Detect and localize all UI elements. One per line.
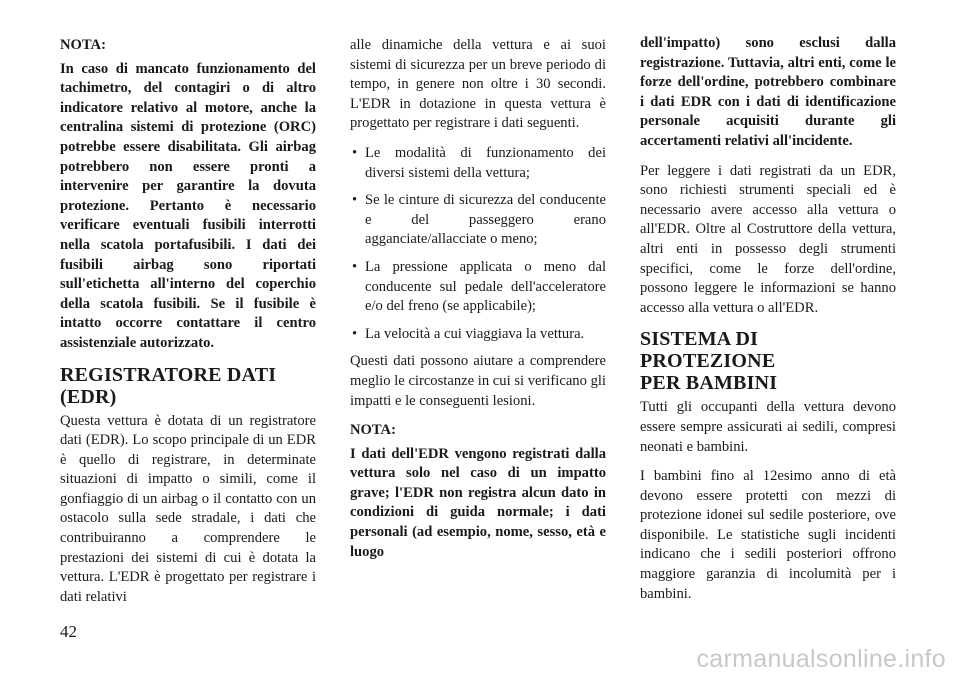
section-heading-edr	[60, 364, 316, 408]
list-item: • Se le cinture di sicurezza del conducente e del passeggero erano agganciate/allacciate o meno;	[350, 191, 606, 250]
section-heading-child-protection	[640, 328, 896, 394]
body-paragraph: Per leggere i dati registrati da un EDR, sono richiesti strumenti speciali ed è necessario avere accesso alla vettura o all'EDR. Oltre al Costruttore della vettura, altri enti in possesso degli strumenti specifici, come le forze dell'ordine, possono leggere le informazioni se hanno accesso alla vettura o all'EDR.	[640, 162, 896, 316]
heading-line: REGISTRATORE DATI	[60, 363, 277, 386]
note-label: NOTA:	[60, 37, 106, 53]
note-text: I dati dell'EDR vengono registrati dalla vettura solo nel caso di un impatto grave; l'EDR non registra alcun dato in condizioni di guida normale; i dati personali (ad esempio, nome, sesso, età e luogo	[350, 445, 606, 560]
bullet-list	[350, 144, 606, 344]
heading-line: PER BAMBINI	[640, 372, 778, 395]
list-item: • Le modalità di funzionamento dei diversi sistemi della vettura;	[350, 144, 606, 183]
body-paragraph: Questa vettura è dotata di un registratore dati (EDR). Lo scopo principale di un EDR è quello di registrare, in determinate situazioni di impatto o simili, come il gonfiaggio di un airbag o il contatto con un ostacolo sulla sede stradale, i dati che contribuiranno a comprendere le prestazioni dei sistemi di cui è dotata la vettura. L'EDR è progettato per registrare i dati relativi	[60, 412, 316, 605]
list-item: • La velocità a cui viaggiava la vettura.	[350, 325, 606, 345]
body-paragraph: alle dinamiche della vettura e ai suoi sistemi di sicurezza per un breve periodo di tempo, in genere non oltre i 30 secondi. L'EDR in dotazione in questa vettura è progettato per registrare i dati seguenti.	[350, 37, 606, 132]
note-text: dell'impatto) sono esclusi dalla registrazione. Tuttavia, altri enti, come le forze dell'ordine, potrebbero combinare i dati EDR con i dati di identificazione personale acquisiti durante gli accertamenti relativi all'incidente.	[640, 35, 896, 149]
column-right	[640, 34, 896, 614]
note-label: NOTA:	[350, 422, 396, 439]
list-item: • La pressione applicata o meno dal conducente sul pedale dell'acceleratore e/o del freno (se applicabile);	[350, 258, 606, 317]
page-number: 42	[60, 622, 77, 641]
column-middle	[350, 36, 606, 572]
note-text: In caso di mancato funzionamento del tachimetro, del contagiri o di altro indicatore relativo al motore, anche la centralina sistemi di protezione (ORC) potrebbe essere disabilitata. Gli airbag potrebbero non essere pronti a intervenire per garantire la dovuta protezione. Pertanto è necessario verificare eventuali fusibili interrotti nella scatola portafusibili. I dati dei fusibili airbag sono riportati sull'etichetta all'interno del coperchio della scatola fusibili. Se il fusibile è intatto occorre contattare il centro assistenziale autorizzato.	[60, 60, 316, 351]
body-paragraph: Questi dati possono aiutare a comprendere meglio le circostanze in cui si verificano gli impatti e le conseguenti lesioni.	[350, 353, 606, 409]
watermark: carmanualsonline.info	[696, 645, 946, 673]
heading-line: SISTEMA DI PROTEZIONE	[640, 328, 776, 373]
body-paragraph: Tutti gli occupanti della vettura devono essere sempre assicurati ai sedili, compresi neonati e bambini.	[640, 399, 896, 455]
body-paragraph: I bambini fino al 12esimo anno di età devono essere protetti con mezzi di protezione idonei sul sedile posteriore, ove disponibile. Le statistiche sugli incidenti indicano che i sedili posteriori offrono maggiore garanzia di incolumità per i bambini.	[640, 468, 896, 602]
column-left	[60, 36, 316, 617]
heading-line: (EDR)	[60, 385, 117, 408]
